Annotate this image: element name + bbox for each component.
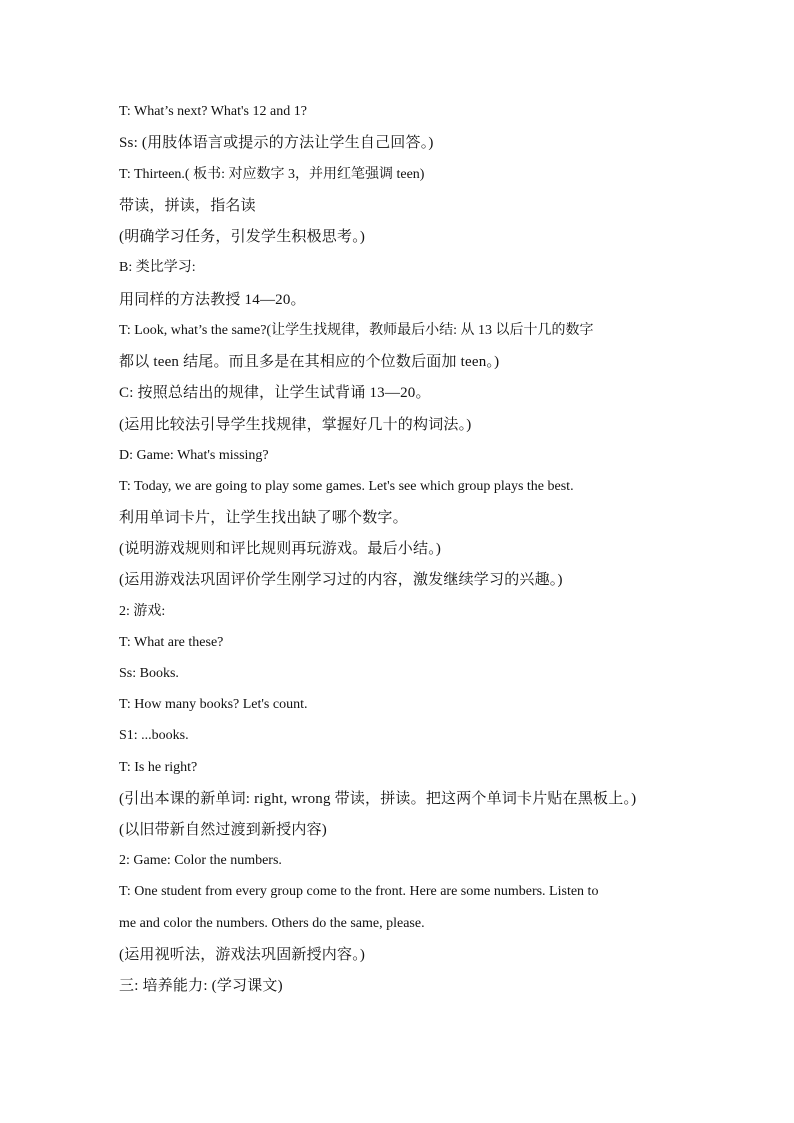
text-line: T: How many books? Let's count. bbox=[119, 697, 308, 712]
text-line: T: One student from every group come to the front. Here are some numbers. Listen to bbox=[119, 884, 599, 899]
text-line: me and color the numbers. Others do the same, please. bbox=[119, 916, 425, 931]
text-line: S1: ...books. bbox=[119, 728, 189, 743]
text-line: 都以 teen 结尾。而且多是在其相应的个位数后面加 teen。) bbox=[119, 354, 500, 370]
text-line: 利用单词卡片，让学生找出缺了哪个数字。 bbox=[119, 510, 408, 526]
text-line: (以旧带新自然过渡到新授内容) bbox=[119, 822, 327, 838]
text-line: (明确学习任务，引发学生积极思考。) bbox=[119, 229, 366, 245]
text-line: 带读，拼读，指名读 bbox=[119, 198, 256, 214]
text-line: B: 类比学习: bbox=[119, 260, 196, 275]
text-line: (运用视听法，游戏法巩固新授内容。) bbox=[119, 947, 366, 963]
text-line: (说明游戏规则和评比规则再玩游戏。最后小结。) bbox=[119, 541, 442, 557]
text-line: T: Thirteen.( 板书: 对应数字 3，并用红笔强调 teen) bbox=[119, 167, 425, 182]
text-line: (运用比较法引导学生找规律，掌握好几十的构词法。) bbox=[119, 417, 472, 433]
text-line: 2: Game: Color the numbers. bbox=[119, 853, 282, 868]
text-line: T: What’s next? What's 12 and 1? bbox=[119, 104, 307, 119]
text-line: T: Is he right? bbox=[119, 760, 198, 775]
text-line: T: Today, we are going to play some games. Let's see which group plays the best. bbox=[119, 479, 574, 494]
text-line: D: Game: What's missing? bbox=[119, 448, 269, 463]
text-line: T: What are these? bbox=[119, 635, 224, 650]
text-line: 三: 培养能力: (学习课文) bbox=[119, 978, 283, 994]
text-line: 用同样的方法教授 14—20。 bbox=[119, 292, 306, 308]
text-line: (引出本课的新单词: right, wrong 带读，拼读。把这两个单词卡片贴在黑板上。) bbox=[119, 791, 637, 807]
text-line: (运用游戏法巩固评价学生刚学习过的内容，激发继续学习的兴趣。) bbox=[119, 572, 563, 588]
text-line: T: Look, what’s the same?(让学生找规律，教师最后小结: 从 13 以后十几的数字 bbox=[119, 323, 594, 338]
text-line: Ss: (用肢体语言或提示的方法让学生自己回答。) bbox=[119, 135, 434, 151]
text-line: Ss: Books. bbox=[119, 666, 179, 681]
text-line: 2: 游戏: bbox=[119, 604, 166, 619]
text-line: C: 按照总结出的规律，让学生试背诵 13—20。 bbox=[119, 385, 431, 401]
